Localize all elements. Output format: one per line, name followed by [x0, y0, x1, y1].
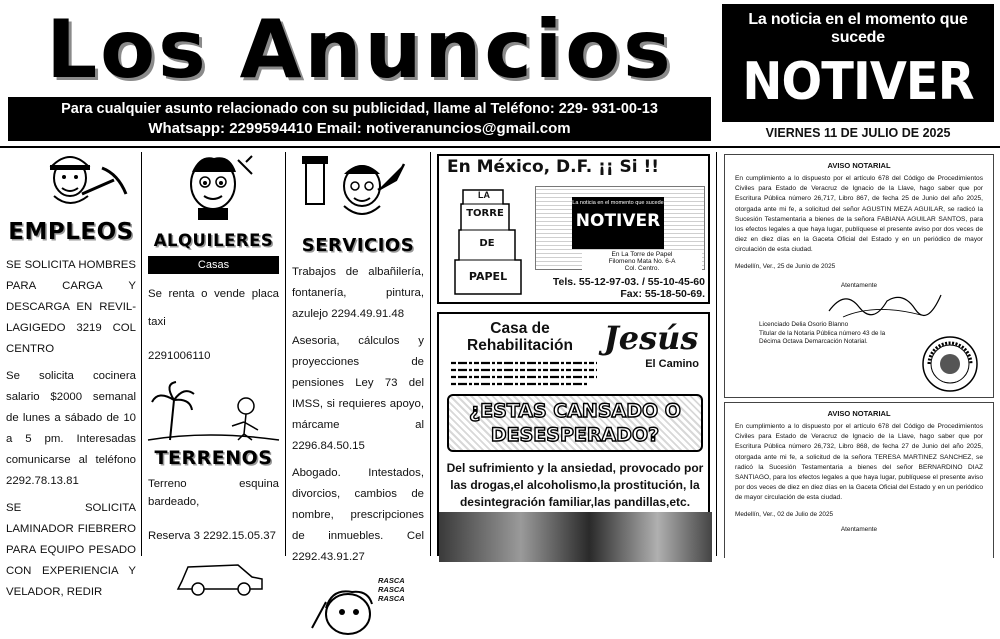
notice-title: AVISO NOTARIAL [827, 409, 891, 418]
classified-ad: SE SOLICITA LAMINADOR FIEBRERO PARA EQUIPO PESADO CON EXPERIENCIA Y VELADOR, REDIR [6, 502, 136, 598]
rehabilitation-ad [437, 312, 710, 556]
notiver-logo-box [722, 4, 994, 122]
issue-date: VIERNES 11 DE JULIO DE 2025 [765, 126, 951, 140]
rehab-banner-text: ¿ESTAS CANSADO O DESESPERADO? [469, 400, 681, 446]
column-divider [716, 152, 717, 556]
servicios-column [292, 150, 424, 603]
classified-ad: Asesoria, cálculos y proyecciones de pensiones Ley 73 del IMSS, si requieres apoyo, márcame al 2296.84.50.15 [292, 335, 424, 452]
scratching-cartoon [292, 574, 424, 634]
plumber-cartoon-icon [292, 150, 424, 230]
rehab-photo [439, 512, 712, 562]
collage-notiver-logo [572, 197, 664, 249]
classified-ad: Trabajos de albañilería, fontanería, pintura, azulejo 2294.49.91.48 [292, 266, 424, 320]
masthead-divider [0, 146, 1000, 148]
worker-with-pickaxe-icon [6, 150, 136, 216]
notice-place-date: Medellín, Ver., 25 de Junio de 2025 [735, 262, 836, 270]
collage-slogan: La noticia en el momento que sucede [572, 200, 664, 206]
classified-ad: Reserva 3 2292.15.05.37 [148, 530, 276, 542]
empleos-heading: EMPLEOS [8, 219, 134, 245]
notice-closing: Atentamente [840, 525, 878, 533]
classified-ad: Terreno esquina bardeado, [148, 478, 279, 508]
classified-ad: Abogado. Intestados, divorcios, cambios de nombre, prescripciones de inmuebles. Cel 2292.43.91.27 [292, 467, 424, 563]
signer-line: Titular de la Notaria Pública número 43 de la [759, 329, 886, 337]
tower-label-papel: PAPEL [468, 270, 508, 283]
classified-ad: SE SOLICITA HOMBRES PARA CARGA Y DESCARGA EN REVIL-LAGIGEDO 3219 COL CENTRO [6, 259, 136, 355]
notice-signer [759, 321, 919, 347]
classified-ad: 2291006110 [148, 350, 211, 362]
collage-address [582, 251, 702, 272]
alquileres-heading: ALQUILERES [153, 231, 274, 250]
tower-label-la: LA [478, 190, 490, 200]
signer-line: Licenciado Delia Osorio Blanno [759, 321, 849, 328]
torre-de-papel-ad [437, 154, 710, 304]
torre-ad-phones [535, 276, 709, 300]
palm-tree-landscape-icon [148, 376, 279, 444]
column-divider [430, 152, 431, 556]
terrenos-heading: TERRENOS [154, 447, 273, 469]
notarial-notice-2 [724, 402, 994, 558]
rehab-brand [595, 318, 707, 370]
column-divider [285, 152, 286, 556]
alquileres-column [148, 150, 279, 556]
rehab-title-line: Casa de [490, 320, 550, 337]
vehicle-cartoon-icon [148, 551, 279, 591]
address-line: Col. Centro. [624, 265, 660, 272]
classified-ad: Se solicita cocinera salario $2000 semanal de lunes a sábado de 10 a 5 pm. Interesadas comunicarse al teléfono 2292.78.13.81 [6, 370, 136, 487]
newspaper-collage [535, 186, 705, 270]
notice-place-date: Medellín, Ver., 02 de Julio de 2025 [735, 510, 834, 518]
notice-body: En cumplimiento a lo dispuesto por el artículo 678 del Código de Procedimientos Civiles para Estado de Veracruz de Ignacio de la Llave, hago saber que por Escritura Pública número 26,732, Libro 868, de fecha 27 de Junio del año 2025, otorgada ante mi fe, a solicitud de la señora TERESA MARTINEZ SANCHEZ, se radicó la Sucesión Testamentaria a bienes del señor BERNARDINO DIAZ SANTIAGO, para los efectos legales a que haya lugar, publíquese el presente aviso por dos veces de diez en diez días en la Gaceta Oficial del Estado y en un periódico de mayor circulación de esta ciudad. [735, 423, 983, 502]
notice-title: AVISO NOTARIAL [827, 161, 891, 170]
contact-whatsapp-email-line: Whatsapp: 2299594410 Email: notiveranuncios@gmail.com [148, 120, 571, 137]
classified-ad: Se renta o vende placa taxi [148, 288, 279, 328]
rehab-title-line: Rehabilitación [467, 337, 573, 354]
notary-seal-icon [921, 335, 979, 393]
signer-line: Décima Octava Demarcación Notarial. [759, 338, 868, 345]
handwritten-signature-icon [825, 287, 945, 321]
empleos-column [6, 150, 136, 598]
column-divider [141, 152, 142, 556]
tower-label-de: DE [479, 238, 495, 249]
phone-line: Tels. 55-12-97-03. / 55-10-45-60 [552, 276, 705, 288]
notice-closing: Atentamente [840, 281, 878, 289]
address-line: Filomeno Mata No. 6-A [608, 258, 676, 265]
notarial-notice-1 [724, 154, 994, 398]
tower-label-torre: TORRE [466, 208, 504, 219]
contact-phone-line: Para cualquier asunto relacionado con su publicidad, llame al Teléfono: 229- 931-00-13 [61, 101, 658, 117]
notice-body: En cumplimiento a lo dispuesto por el artículo 678 del Código de Procedimientos Civiles para Estado de Veracruz de Ignacio de la Llave, hago saber que por Escritura Pública número 26,717, Libro 867, de fecha 25 de Junio del año 2025, otorgada ante mi fe, a solicitud del señor AGUSTIN MEZA AGUILAR, se radicó la Sucesión Testamentaria a bienes de la señora FABIANA AGUILAR SANTOS, para los efectos legales a que haya lugar, publíquese el presente aviso por dos veces de diez en diez días en la Gaceta Oficial del Estado y en un periódico de mayor circulación de esta ciudad. [735, 175, 983, 254]
fine-print-scribble-icon [449, 358, 599, 388]
rehab-banner [447, 394, 703, 452]
rehab-body-text: Del sufrimiento y la ansiedad, provocado por las drogas,el alcoholismo,la prostitución, la desintegración familiar,las pandillas,etc. [446, 461, 704, 509]
rehab-fine-print [449, 358, 599, 388]
masthead-title: Los Anuncios [46, 3, 674, 96]
rehab-brand-subtitle: El Camino [645, 358, 699, 370]
collage-logo-text: NOTIVER [575, 211, 661, 231]
cartoon-caption: RASCA RASCA RASCA [378, 576, 405, 603]
contact-bar [8, 97, 711, 141]
notiver-slogan: La noticia en el momento que sucede [748, 11, 968, 46]
notiver-logo: NOTIVER [742, 52, 974, 112]
address-line: En La Torre de Papel [611, 251, 673, 258]
servicios-heading: SERVICIOS [301, 235, 415, 256]
torre-ad-headline: En México, D.F. ¡¡ Si !! [447, 157, 659, 177]
fax-line: Fax: 55-18-50-69. [620, 288, 705, 300]
tower-illustration [449, 186, 531, 298]
rehab-brand-name: Jesús [603, 319, 699, 357]
rehab-title [445, 320, 595, 354]
casas-subhead: Casas [148, 256, 279, 274]
tenant-cartoon-icon [148, 150, 279, 226]
